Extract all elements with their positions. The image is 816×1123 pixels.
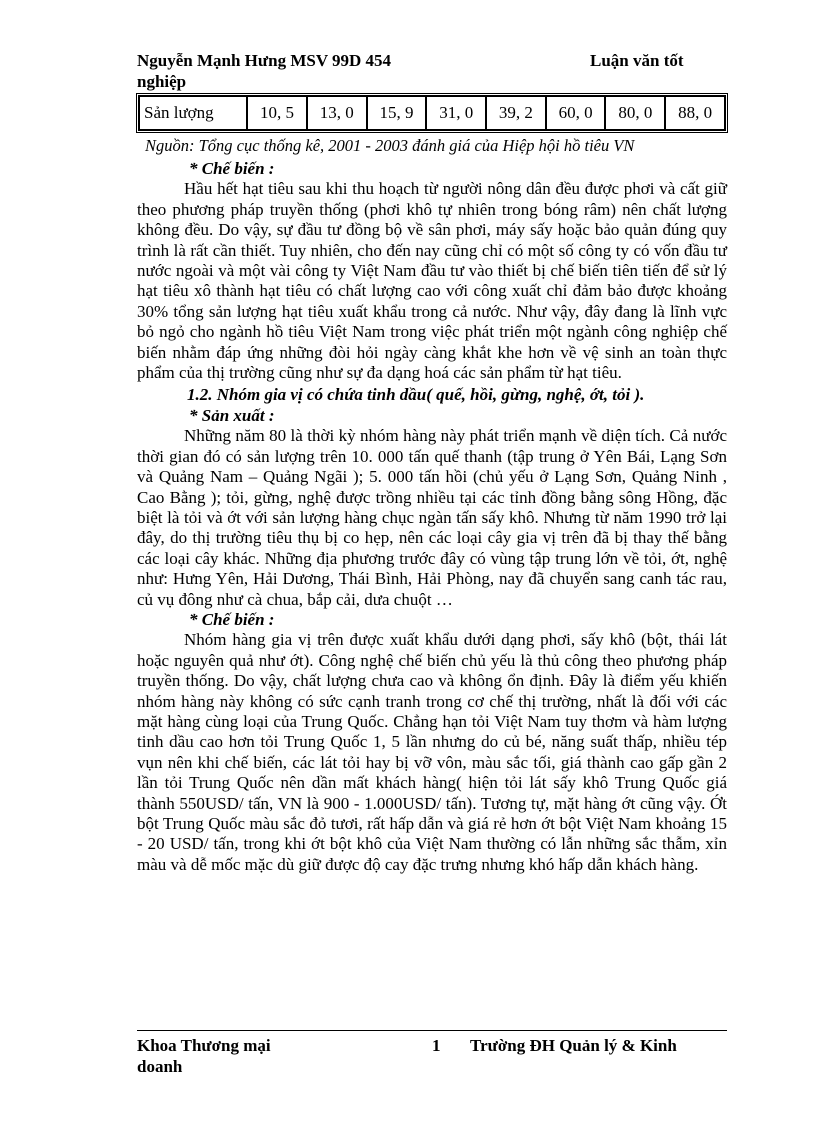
footer-faculty-wrap: doanh — [137, 1057, 183, 1076]
paragraph-processing: Nhóm hàng gia vị trên được xuất khẩu dưới dạng phơi, sấy khô (bột, thái lát hoặc nguyên quả như ớt). Công nghệ chế biến chủ yếu là thủ công theo phương pháp truyền thống. Do vậy, chất lượng chưa cao và không ổn định. Đây là điểm yếu khiến nhóm hàng này không có sức cạnh tranh trong cơ chế thị trường, nhất là đối với các mặt hàng cùng loại của Trung Quốc. Chẳng hạn tỏi Việt Nam tuy thơm và hàm lượng tinh dầu cao hơn tỏi Trung Quốc 1, 5 lần nhưng do củ bé, năng suất thấp, nhiều tép vụn nên khi chế biến, các lát tỏi hay bị vỡ vôn, màu sắc tối, giá thành cao gấp gần 2 lần tỏi Trung Quốc nên dần mất khách hàng( hiện tỏi lát sấy khô Trung Quốc giá thành 550USD/ tấn, VN là 900 - 1.000USD/ tấn). Tương tự, mặt hàng ớt cũng vậy. Ớt bột Trung Quốc màu sắc đỏ tươi, rất hấp dẫn và giá rẻ hơn ớt bột Việt Nam khoảng 15 - 20 USD/ tấn, trong khi ớt bột khô của Việt Nam thường có lẫn những sắc thẫm, xỉn màu và dễ mốc mặc dù giữ được độ cay đặc trưng nhưng khó hấp dẫn khách hàng. — [137, 630, 727, 874]
paragraph-pepper-processing: Hầu hết hạt tiêu sau khi thu hoạch từ người nông dân đều được phơi và cất giữ theo phương pháp truyền thống (phơi khô tự nhiên trong bóng râm) nên chất lượng không đều. Do vậy, sự đầu tư đồng bộ về sân phơi, máy sấy hoặc bảo quản đúng quy trình là rất cần thiết. Tuy nhiên, cho đến nay cũng chỉ có một số công ty có vốn đầu tư nước ngoài và một vài công ty Việt Nam đầu tư vào thiết bị chế biến tiên tiến để sử lý hạt tiêu xô thành hạt tiêu có chất lượng cao với công xuất chỉ đảm bảo được khoảng 30% tổng sản lượng hạt tiêu xuất khẩu trong cả nước. Như vậy, đây đang là lĩnh vực bỏ ngỏ cho ngành hồ tiêu Việt Nam trong việc phát triển một ngành công nghiệp chế biến nhằm đáp ứng những đòi hỏi ngày càng khắt khe hơn về vệ sinh an toàn thực phẩm của thị trường cũng như sự đa dạng hoá các sản phẩm từ hạt tiêu. — [137, 179, 727, 383]
subheading-production: * Sản xuất : — [189, 405, 275, 425]
footer-faculty: Khoa Thương mại — [137, 1036, 271, 1055]
table-cell: 88, 0 — [665, 96, 725, 130]
table-cell: 15, 9 — [367, 96, 427, 130]
subheading-processing-pepper: * Chế biến : — [189, 159, 275, 178]
table-row — [139, 96, 725, 130]
document-body — [137, 159, 727, 875]
subheading-processing: * Chế biến : — [189, 609, 275, 629]
footer-divider — [137, 1030, 727, 1031]
footer-university: Trường ĐH Quản lý & Kinh — [470, 1036, 677, 1055]
table-cell: 10, 5 — [247, 96, 307, 130]
paragraph-production: Những năm 80 là thời kỳ nhóm hàng này phát triển mạnh về diện tích. Cả nước thời gian đó có sản lượng trên 10. 000 tấn quế thanh (tập trung ở Yên Bái, Lạng Sơn và Quảng Nam – Quảng Ngãi ); 5. 000 tấn hồi (chủ yếu ở Lạng Sơn, Quảng Ninh , Cao Bằng ); tỏi, gừng, nghệ được trồng nhiều tại các tỉnh đồng bằng sông Hồng, đặc biệt là tỏi và ớt với sản lượng hàng chục ngàn tấn sấy khô. Nhưng từ năm 1990 trở lại đây, do thị trường tiêu thụ bị co hẹp, nên các loại cây gia vị trên đã bị thay thế bằng các loại cây khác. Những địa phương trước đây có vùng tập trung lớn về tỏi, ớt, nghệ như: Hưng Yên, Hải Dương, Thái Bình, Hải Phòng, nay đã chuyển sang canh tác rau, củ vụ đông như cà chua, bắp cải, dưa chuột … — [137, 426, 727, 609]
header-doc-type: Luận văn tốt — [590, 51, 684, 70]
section-heading: 1.2. Nhóm gia vị có chứa tinh dầu( quế, hồi, gừng, nghệ, ớt, tỏi ). — [187, 385, 645, 405]
production-table — [136, 93, 728, 133]
table-cell: 39, 2 — [486, 96, 546, 130]
table-source-note: Nguồn: Tổng cục thống kê, 2001 - 2003 đánh giá của Hiệp hội hồ tiêu VN — [145, 136, 635, 155]
page-number: 1 — [432, 1036, 441, 1055]
table-cell: 31, 0 — [426, 96, 486, 130]
header-doc-type-wrap: nghiệp — [137, 72, 187, 91]
table-row-label: Sản lượng — [139, 96, 247, 130]
header-author: Nguyễn Mạnh Hưng MSV 99D 454 — [137, 51, 392, 70]
table-cell: 13, 0 — [307, 96, 367, 130]
table-cell: 60, 0 — [546, 96, 606, 130]
table-cell: 80, 0 — [605, 96, 665, 130]
